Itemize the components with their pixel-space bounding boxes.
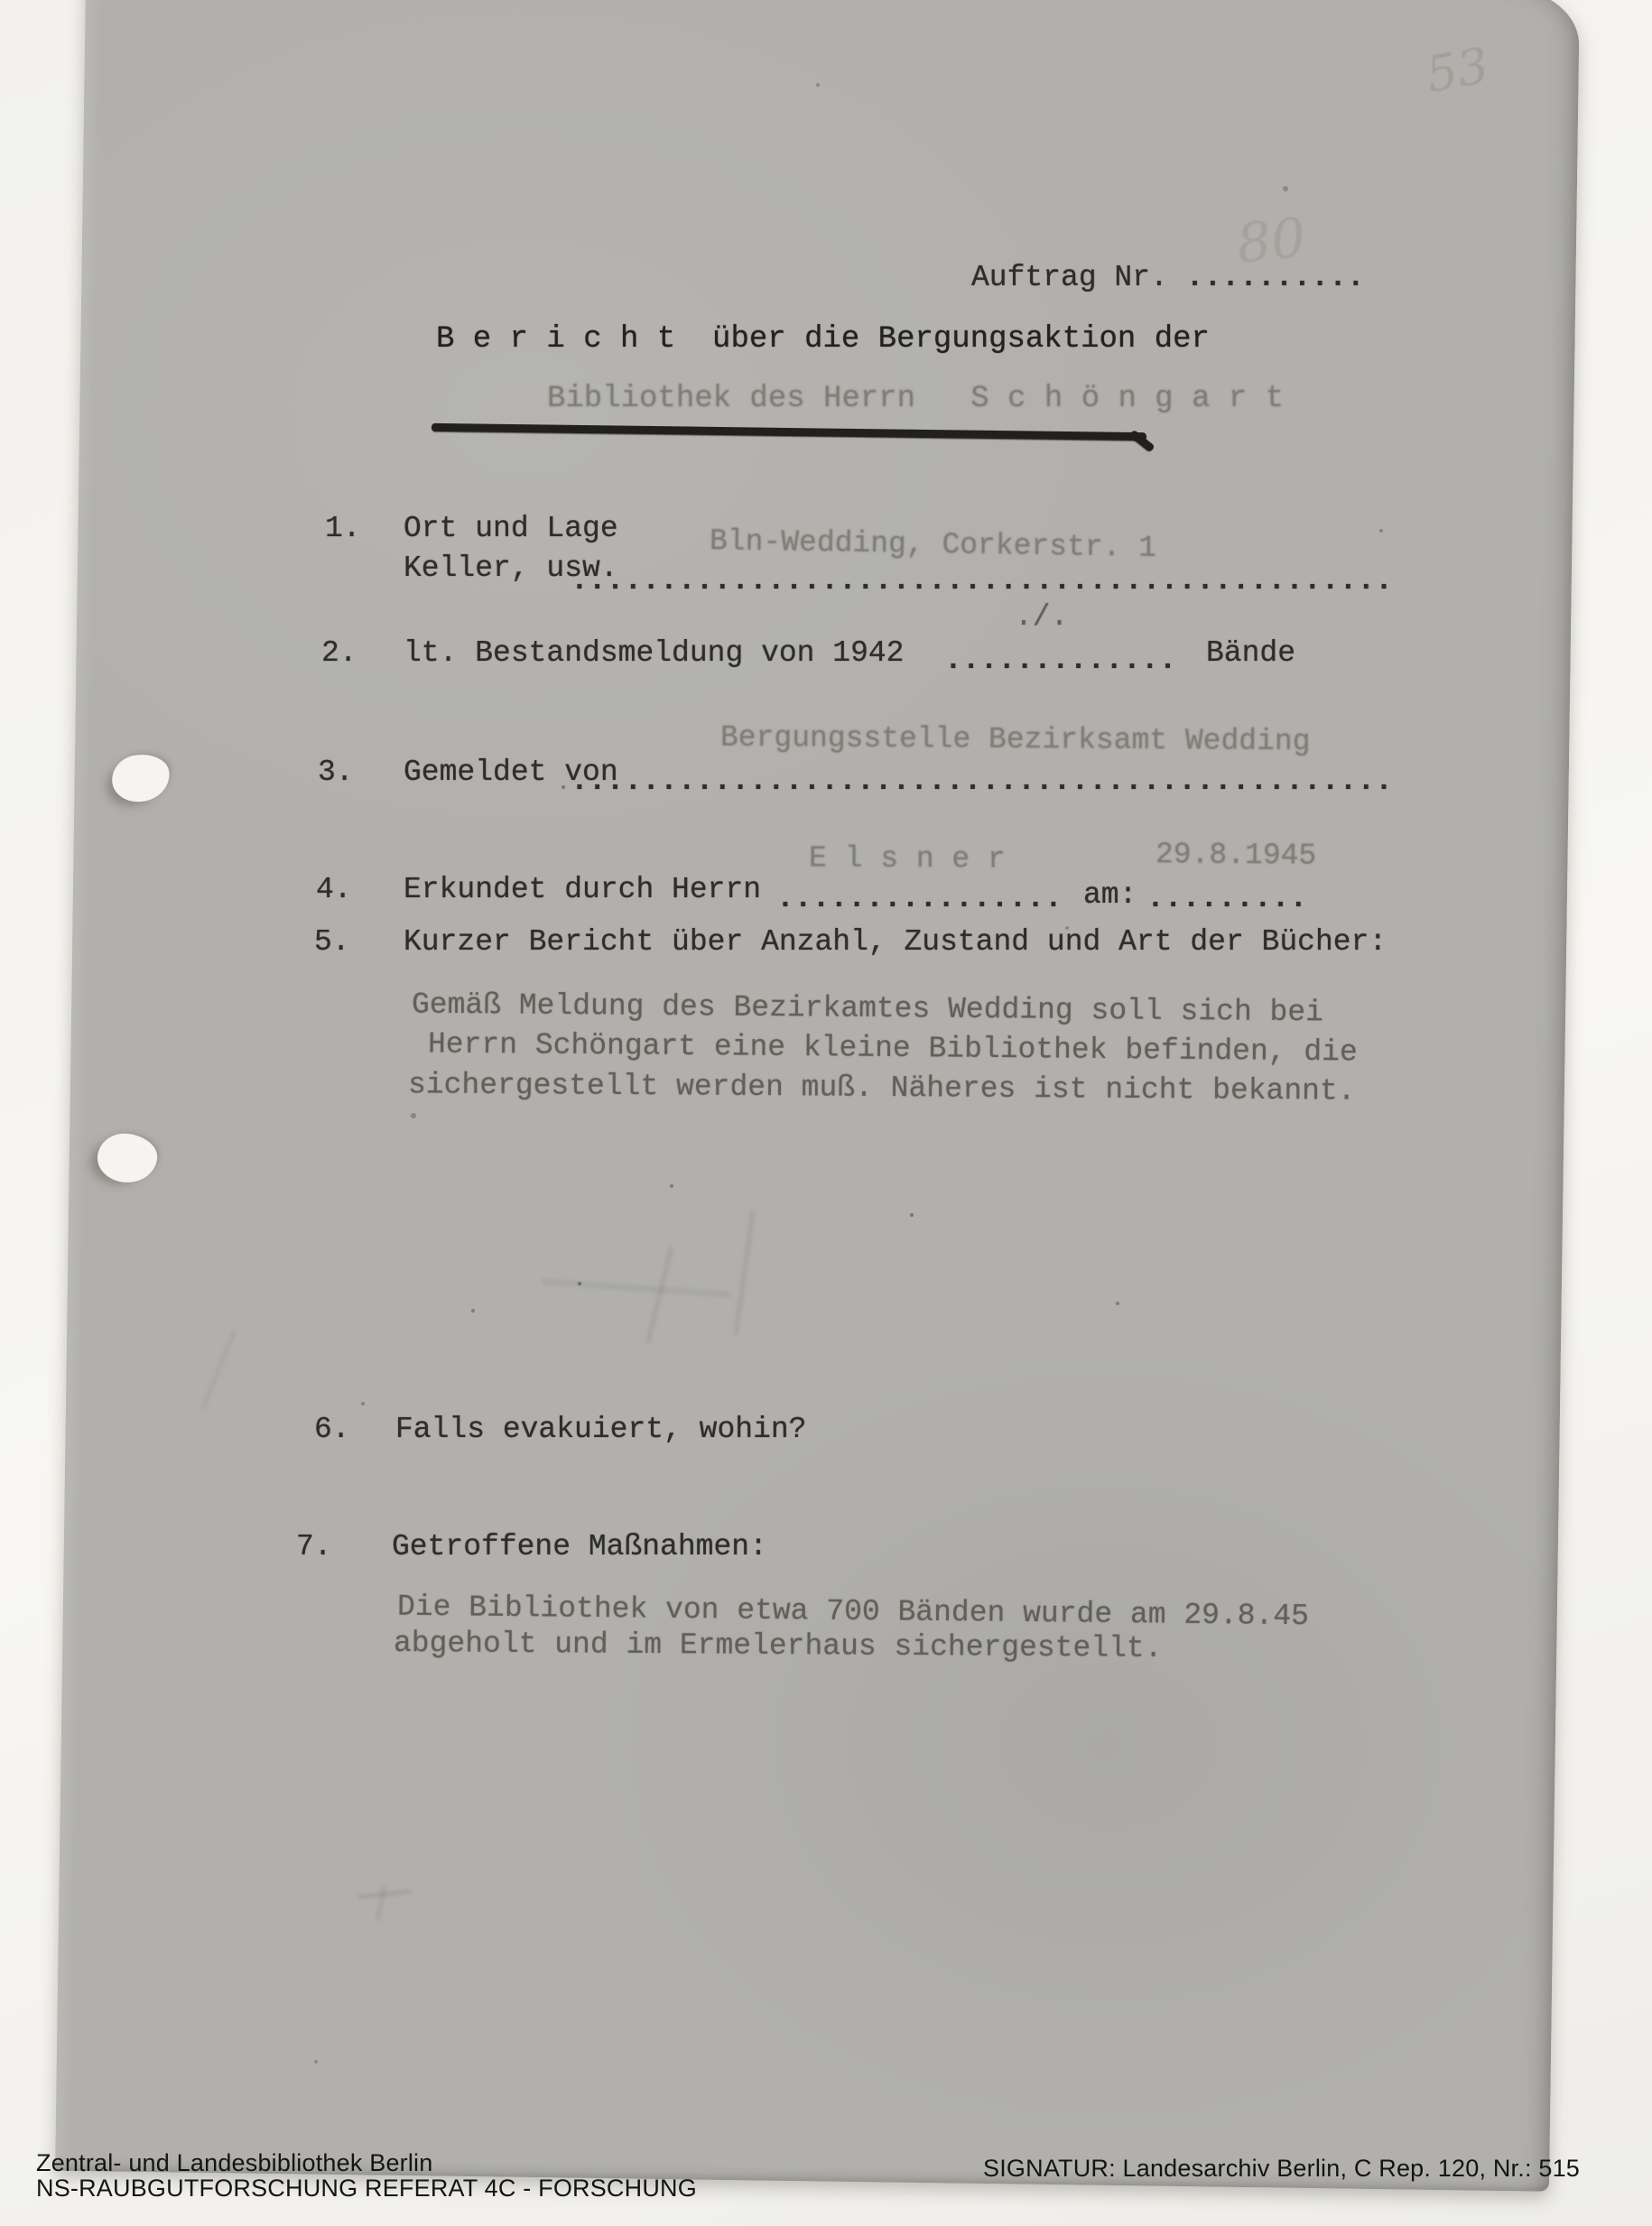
item5-number: 5. — [314, 925, 350, 959]
item4-fill-surveyor: E l s n e r — [808, 841, 1006, 876]
order-number-handwritten: 80 — [1233, 206, 1309, 276]
footer-library-line2: NS-RAUBGUTFORSCHUNG REFERAT 4C - FORSCHUNG — [36, 2175, 697, 2202]
item4-fill-date: 29.8.1945 — [1155, 838, 1317, 873]
order-number-label: Auftrag Nr. — [971, 261, 1168, 294]
item7-answer-line1: Die Bibliothek von etwa 700 Bänden wurde am 29.8.45 — [396, 1590, 1310, 1634]
item1-fill-location: Bln-Wedding, Corkerstr. 1 — [709, 524, 1157, 565]
footer-signature: SIGNATUR: Landesarchiv Berlin, C Rep. 120, Nr.: 515 — [983, 2155, 1580, 2182]
item3-number: 3. — [318, 756, 354, 789]
item1-number: 1. — [325, 512, 361, 545]
item1-label-line1: Ort und Lage — [404, 512, 618, 545]
scan-specks — [0, 0, 4, 4]
item5-answer-line1: Gemäß Meldung des Bezirkamtes Wedding soll sich bei — [411, 988, 1324, 1030]
footer-library-line1: Zentral- und Landesbibliothek Berlin — [36, 2149, 433, 2176]
archive-page-number-pencil: 53 — [1422, 36, 1493, 104]
item7-answer-line2: abgeholt und im Ermelerhaus sichergestellt. — [393, 1627, 1163, 1665]
item4-am-label: am: — [1083, 878, 1137, 912]
item3-fill-reporter: Bergungsstelle Bezirksamt Wedding — [719, 720, 1311, 759]
item5-label: Kurzer Bericht über Anzahl, Zustand und Art der Bücher: — [404, 925, 1387, 959]
item7-label: Getroffene Maßnahmen: — [392, 1530, 767, 1563]
item5-answer-line3: sichergestellt werden muß. Näheres ist nicht bekannt. — [407, 1068, 1356, 1108]
item2-label: lt. Bestandsmeldung von 1942 — [404, 636, 905, 670]
order-number-dotted-line: .......... — [1185, 261, 1365, 294]
item1-label-line2: Keller, usw. — [404, 552, 618, 585]
report-title-line1: B e r i c h t über die Bergungsaktion der — [436, 322, 1210, 357]
item5-answer-line2: Herrn Schöngart eine kleine Bibliothek befinden, die — [427, 1027, 1358, 1070]
item4-dotted-line: ................ — [776, 882, 1063, 915]
item2-suffix-baende: Bände — [1206, 636, 1296, 670]
item2-dotted-line: ............. — [944, 644, 1177, 677]
report-title-line2: Bibliothek des Herrn S c h ö n g a r t — [547, 382, 1285, 416]
item1-dotted-line: .............................................. — [571, 564, 1393, 598]
item6-label: Falls evakuiert, wohin? — [395, 1413, 807, 1446]
item2-fill-none-mark: ./. — [1015, 600, 1069, 634]
item6-number: 6. — [314, 1413, 350, 1446]
item3-label: Gemeldet von — [404, 756, 618, 789]
item4-label: Erkundet durch Herrn — [404, 873, 762, 906]
item2-number: 2. — [321, 636, 357, 670]
item3-dotted-line: .............................................. — [571, 765, 1393, 798]
item4-am-dotted-line: ......... — [1146, 882, 1308, 915]
item4-number: 4. — [316, 873, 352, 906]
item7-number: 7. — [296, 1530, 332, 1563]
